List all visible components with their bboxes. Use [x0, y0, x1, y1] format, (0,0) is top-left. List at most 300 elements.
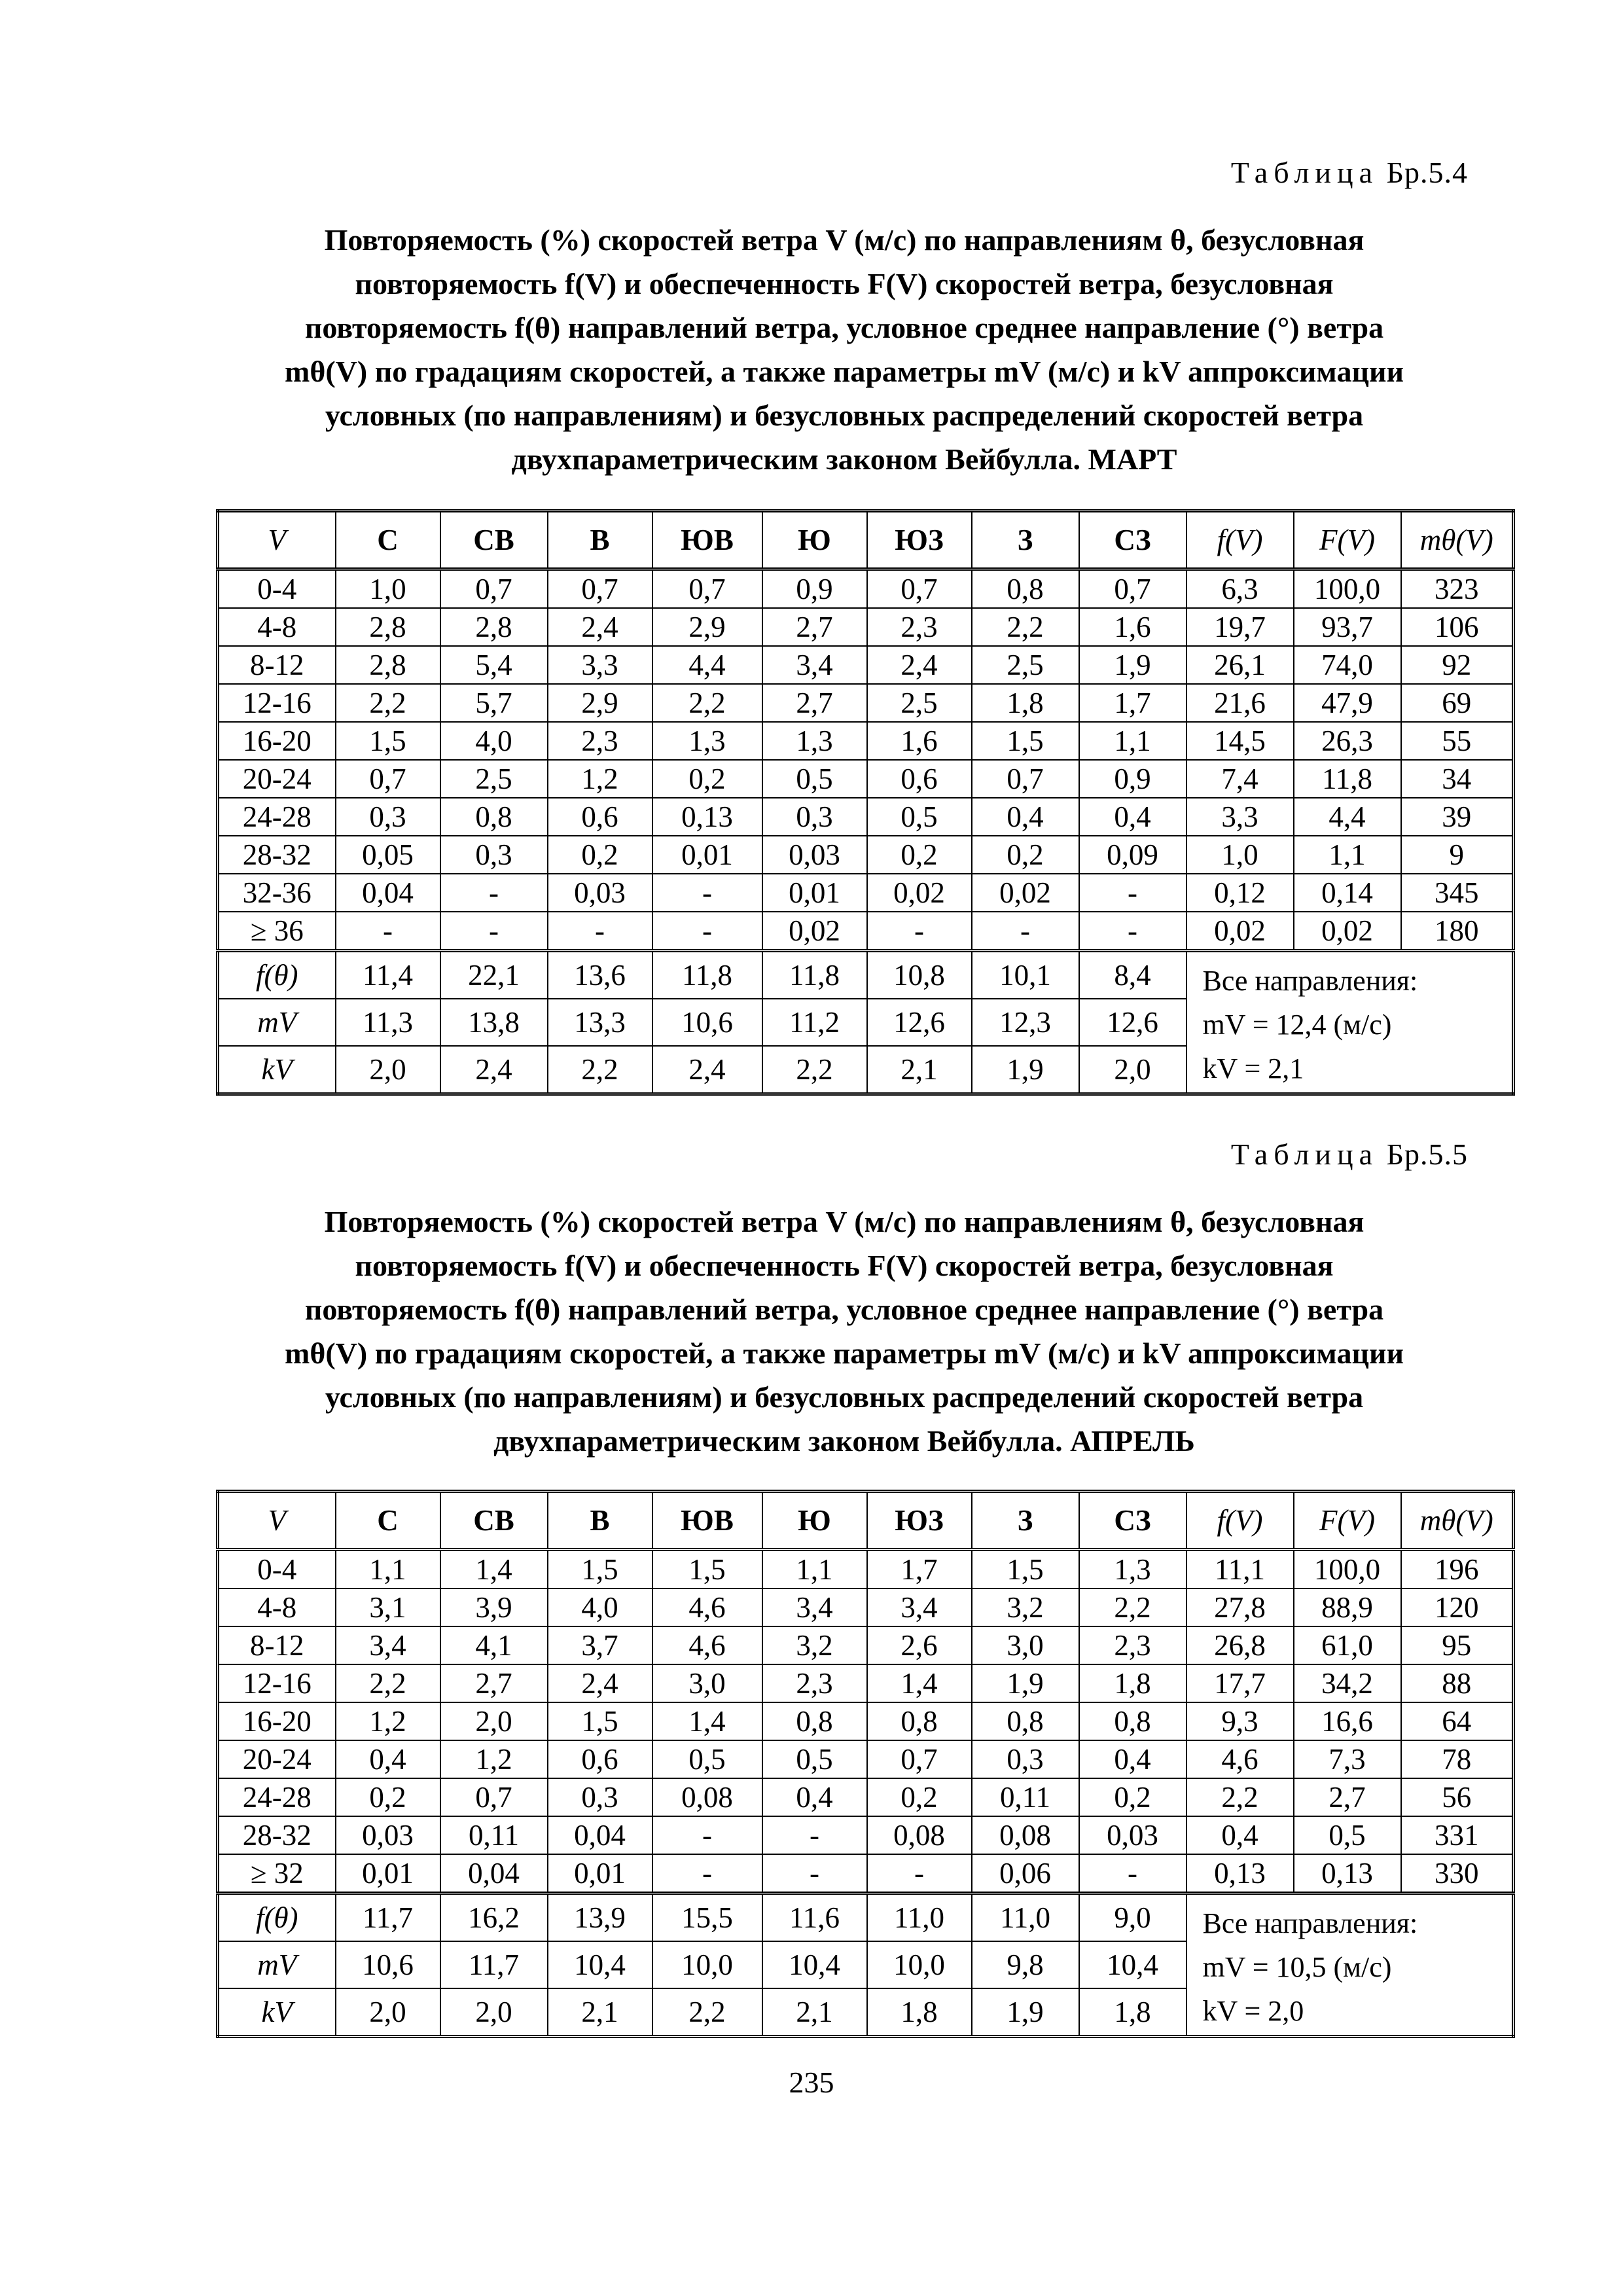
table-cell: 2,7 [440, 1664, 548, 1702]
table-cell: - [440, 874, 548, 912]
table-cell: - [652, 912, 762, 951]
table-cell: 0,2 [1079, 1778, 1186, 1816]
table-cell: 2,3 [762, 1664, 867, 1702]
table-cell: 2,7 [762, 608, 867, 646]
table-cell: 0,7 [867, 569, 972, 609]
row-header: 0-4 [218, 569, 336, 609]
table-cell: 8,4 [1079, 951, 1186, 999]
table-cell: 1,9 [972, 1664, 1079, 1702]
table-cell: 330 [1401, 1854, 1514, 1893]
table-cell: 3,7 [548, 1626, 652, 1664]
table-cell: 11,4 [336, 951, 440, 999]
table-cell: 1,5 [548, 1702, 652, 1740]
table-cell: 2,2 [336, 684, 440, 722]
table-cell: 1,1 [1294, 836, 1401, 874]
table-cell: 0,06 [972, 1854, 1079, 1893]
table-cell: 2,2 [652, 684, 762, 722]
row-header: 16-20 [218, 1702, 336, 1740]
summary-heading: Все направления: [1202, 1907, 1418, 1939]
table-cell: 2,5 [440, 760, 548, 798]
table-cell: 5,4 [440, 646, 548, 684]
params-body [218, 1893, 1514, 2037]
table-cell: 3,4 [762, 1588, 867, 1626]
table-row [218, 646, 1514, 684]
table-cell: 1,4 [440, 1550, 548, 1589]
table-cell: 9 [1401, 836, 1514, 874]
col-header: f(V) [1186, 1492, 1294, 1550]
table-cell: 0,9 [1079, 760, 1186, 798]
table-cell: 64 [1401, 1702, 1514, 1740]
table-cell: - [762, 1854, 867, 1893]
table-cell: 4,1 [440, 1626, 548, 1664]
table-cell: 2,1 [762, 1988, 867, 2037]
table-cell: 0,6 [548, 798, 652, 836]
table-cell: 0,14 [1294, 874, 1401, 912]
table-cell: 21,6 [1186, 684, 1294, 722]
table-cell: 0,5 [867, 798, 972, 836]
table-cell: 0,03 [762, 836, 867, 874]
table-cell: 4,6 [1186, 1740, 1294, 1778]
table-title [216, 218, 1472, 481]
table-cell: 0,02 [762, 912, 867, 951]
table-cell: 11,8 [1294, 760, 1401, 798]
table-cell: 1,8 [972, 684, 1079, 722]
table-cell: 4,0 [440, 722, 548, 760]
table-cell: 56 [1401, 1778, 1514, 1816]
table-cell: 0,7 [440, 569, 548, 609]
row-header: 12-16 [218, 684, 336, 722]
table-cell: 2,2 [762, 1046, 867, 1094]
table-cell: 9,8 [972, 1941, 1079, 1988]
table-cell: 0,7 [548, 569, 652, 609]
col-header: ЮЗ [867, 511, 972, 569]
table-cell: 3,4 [867, 1588, 972, 1626]
table-cell: 1,8 [867, 1988, 972, 2037]
header-row [218, 1492, 1514, 1550]
row-header: 20-24 [218, 760, 336, 798]
table-cell: 78 [1401, 1740, 1514, 1778]
row-header: kV [218, 1988, 336, 2037]
table-cell: 2,0 [336, 1046, 440, 1094]
table-cell: 10,4 [548, 1941, 652, 1988]
table-cell: 1,0 [336, 569, 440, 609]
table-cell: 0,7 [440, 1778, 548, 1816]
table-cell: 2,4 [548, 1664, 652, 1702]
table-row [218, 722, 1514, 760]
table-cell: 0,8 [867, 1702, 972, 1740]
table-cell: 2,0 [440, 1702, 548, 1740]
col-header: ЮЗ [867, 1492, 972, 1550]
table-cell: 10,0 [652, 1941, 762, 1988]
table-cell: 26,3 [1294, 722, 1401, 760]
table-row [218, 798, 1514, 836]
table-cell: 1,8 [1079, 1988, 1186, 2037]
col-header: С [336, 511, 440, 569]
table-cell: 17,7 [1186, 1664, 1294, 1702]
table-cell: 1,5 [972, 1550, 1079, 1589]
table-cell: 2,0 [1079, 1046, 1186, 1094]
table-cell: 12,6 [1079, 999, 1186, 1046]
table-cell: 1,1 [1079, 722, 1186, 760]
table-cell: - [652, 874, 762, 912]
table-cell: 2,0 [440, 1988, 548, 2037]
col-header: СВ [440, 511, 548, 569]
header-row [218, 511, 1514, 569]
table-cell: 0,2 [867, 836, 972, 874]
table-cell: 1,2 [440, 1740, 548, 1778]
table-row [218, 1702, 1514, 1740]
table-row [218, 1740, 1514, 1778]
table-cell: 0,5 [1294, 1816, 1401, 1854]
table-cell: 0,6 [548, 1740, 652, 1778]
table-body [218, 1550, 1514, 1893]
table-title-line: условных (по направлениям) и безусловных распределений скоростей ветра [325, 399, 1364, 432]
table-cell: 0,7 [336, 760, 440, 798]
summary-heading: Все направления: [1202, 965, 1418, 997]
row-header: kV [218, 1046, 336, 1094]
table-cell: 3,0 [652, 1664, 762, 1702]
table-cell: 1,5 [548, 1550, 652, 1589]
table-cell: 1,3 [762, 722, 867, 760]
table-cell: 13,9 [548, 1893, 652, 1942]
table-cell: 13,6 [548, 951, 652, 999]
row-header: 24-28 [218, 798, 336, 836]
summary-kv: kV = 2,0 [1202, 1995, 1304, 2027]
table-title-line: условных (по направлениям) и безусловных распределений скоростей ветра [325, 1380, 1364, 1414]
row-header: 0-4 [218, 1550, 336, 1589]
table-cell: 14,5 [1186, 722, 1294, 760]
summary-cell [1186, 951, 1514, 1094]
table-cell: 0,08 [867, 1816, 972, 1854]
table-cell: 11,8 [762, 951, 867, 999]
table-cell: 22,1 [440, 951, 548, 999]
table-title-line: Повторяемость (%) скоростей ветра V (м/с) по направлениям θ, безусловная [324, 223, 1364, 257]
table-cell: - [762, 1816, 867, 1854]
table-cell: 2,9 [652, 608, 762, 646]
table-label-prefix: Таблица [1230, 156, 1379, 189]
table-cell: 3,2 [972, 1588, 1079, 1626]
table-cell: 0,2 [652, 760, 762, 798]
table-cell: 0,3 [548, 1778, 652, 1816]
table-cell: 10,6 [652, 999, 762, 1046]
table-cell: 0,2 [336, 1778, 440, 1816]
table-cell: 0,02 [1186, 912, 1294, 951]
row-header: 4-8 [218, 1588, 336, 1626]
table-title-line: повторяемость f(θ) направлений ветра, условное среднее направление (°) ветра [304, 311, 1384, 344]
table-cell: 2,0 [336, 1988, 440, 2037]
table-cell: 12,3 [972, 999, 1079, 1046]
table-cell: - [652, 1854, 762, 1893]
summary-mv: mV = 10,5 (м/с) [1202, 1951, 1392, 1983]
row-header: 16-20 [218, 722, 336, 760]
table-cell: 12,6 [867, 999, 972, 1046]
table-cell: 10,6 [336, 1941, 440, 1988]
table-cell: 1,5 [336, 722, 440, 760]
table-row [218, 1550, 1514, 1589]
table-cell: 1,7 [867, 1550, 972, 1589]
table-cell: 1,4 [652, 1702, 762, 1740]
table-row [218, 760, 1514, 798]
col-header: В [548, 511, 652, 569]
table-cell: 10,8 [867, 951, 972, 999]
table-cell: 11,2 [762, 999, 867, 1046]
table-cell: 5,7 [440, 684, 548, 722]
table-cell: 2,3 [867, 608, 972, 646]
table-cell: 0,6 [867, 760, 972, 798]
row-header: 12-16 [218, 1664, 336, 1702]
row-header: 8-12 [218, 646, 336, 684]
table-cell: 1,9 [1079, 646, 1186, 684]
table-cell: 0,3 [972, 1740, 1079, 1778]
table-cell: 9,0 [1079, 1893, 1186, 1942]
table-cell: 1,3 [1079, 1550, 1186, 1589]
table-cell: 10,1 [972, 951, 1079, 999]
table-cell: 61,0 [1294, 1626, 1401, 1664]
col-header: СЗ [1079, 511, 1186, 569]
col-header: mθ(V) [1401, 1492, 1514, 1550]
table-cell: 100,0 [1294, 1550, 1401, 1589]
col-header: ЮВ [652, 511, 762, 569]
row-header: ≥ 32 [218, 1854, 336, 1893]
table-cell: 2,2 [1079, 1588, 1186, 1626]
table-cell: 0,13 [1186, 1854, 1294, 1893]
table-cell: 88,9 [1294, 1588, 1401, 1626]
table-title-line: mθ(V) по градациям скоростей, а также параметры mV (м/с) и kV аппроксимации [285, 355, 1404, 388]
table-cell: 6,3 [1186, 569, 1294, 609]
table-cell: 0,04 [336, 874, 440, 912]
table-cell: 3,3 [548, 646, 652, 684]
table-cell: 1,6 [867, 722, 972, 760]
table-cell: 2,3 [548, 722, 652, 760]
table-cell: 0,9 [762, 569, 867, 609]
table-cell: 2,2 [336, 1664, 440, 1702]
table-cell: 10,4 [1079, 1941, 1186, 1988]
table-cell: 0,11 [972, 1778, 1079, 1816]
table-cell: 92 [1401, 646, 1514, 684]
table-cell: 0,11 [440, 1816, 548, 1854]
col-header: Ю [762, 1492, 867, 1550]
table-cell: 2,7 [762, 684, 867, 722]
table-cell: 0,4 [762, 1778, 867, 1816]
table-cell: 0,02 [972, 874, 1079, 912]
table-cell: 93,7 [1294, 608, 1401, 646]
table-cell: 11,7 [440, 1941, 548, 1988]
table-cell: 0,03 [548, 874, 652, 912]
table-cell: 2,4 [440, 1046, 548, 1094]
row-header: 8-12 [218, 1626, 336, 1664]
col-header: С [336, 1492, 440, 1550]
table-title-line: повторяемость f(V) и обеспеченность F(V) скоростей ветра, безусловная [355, 267, 1334, 300]
row-header: 28-32 [218, 836, 336, 874]
table-row [218, 608, 1514, 646]
wind-table-april [216, 1490, 1515, 2038]
table-cell: 95 [1401, 1626, 1514, 1664]
table-cell: 0,13 [652, 798, 762, 836]
table-cell: 0,09 [1079, 836, 1186, 874]
table-cell: 4,0 [548, 1588, 652, 1626]
table-cell: 0,03 [1079, 1816, 1186, 1854]
table-label-prefix: Таблица [1230, 1138, 1379, 1171]
table-cell: 100,0 [1294, 569, 1401, 609]
table-cell: 3,0 [972, 1626, 1079, 1664]
table-cell: 0,4 [336, 1740, 440, 1778]
table-cell: 11,1 [1186, 1550, 1294, 1589]
table-cell: 2,5 [972, 646, 1079, 684]
table-cell: 2,1 [548, 1988, 652, 2037]
row-header: 32-36 [218, 874, 336, 912]
table-cell: 47,9 [1294, 684, 1401, 722]
summary-mv: mV = 12,4 (м/с) [1202, 1009, 1392, 1041]
table-cell: 2,6 [867, 1626, 972, 1664]
table-cell: 27,8 [1186, 1588, 1294, 1626]
table-cell: 0,03 [336, 1816, 440, 1854]
table-cell: 0,3 [336, 798, 440, 836]
row-header: mV [218, 999, 336, 1046]
table-label [1231, 1137, 1468, 1172]
table-cell: 2,2 [652, 1988, 762, 2037]
table-label [1231, 155, 1468, 190]
table-cell: 0,5 [652, 1740, 762, 1778]
param-row [218, 951, 1514, 999]
col-header: З [972, 1492, 1079, 1550]
table-cell: 1,2 [548, 760, 652, 798]
table-cell: 2,7 [1294, 1778, 1401, 1816]
table-cell: 11,3 [336, 999, 440, 1046]
table-row [218, 1588, 1514, 1626]
table-cell: 55 [1401, 722, 1514, 760]
table-cell: 0,08 [652, 1778, 762, 1816]
table-cell: - [548, 912, 652, 951]
table-cell: 2,4 [867, 646, 972, 684]
table-cell: 7,4 [1186, 760, 1294, 798]
table-cell: 0,2 [972, 836, 1079, 874]
table-cell: - [1079, 1854, 1186, 1893]
table-cell: 0,8 [1079, 1702, 1186, 1740]
table-title-line: двухпараметрическим законом Вейбулла. МАРТ [511, 442, 1177, 476]
table-title-line: Повторяемость (%) скоростей ветра V (м/с) по направлениям θ, безусловная [324, 1205, 1364, 1238]
row-header: f(θ) [218, 951, 336, 999]
table-cell: 0,01 [652, 836, 762, 874]
table-cell: - [652, 1816, 762, 1854]
table-cell: 9,3 [1186, 1702, 1294, 1740]
table-cell: 0,04 [440, 1854, 548, 1893]
table-cell: 1,8 [1079, 1664, 1186, 1702]
table-cell: 2,8 [336, 608, 440, 646]
col-header: F(V) [1294, 1492, 1401, 1550]
table-cell: 3,2 [762, 1626, 867, 1664]
table-cell: 1,7 [1079, 684, 1186, 722]
table-cell: 0,5 [762, 760, 867, 798]
table-cell: 3,1 [336, 1588, 440, 1626]
table-cell: 180 [1401, 912, 1514, 951]
table-row [218, 569, 1514, 609]
table-cell: 1,3 [652, 722, 762, 760]
table-title-line: повторяемость f(θ) направлений ветра, условное среднее направление (°) ветра [304, 1293, 1384, 1326]
table-cell: 0,04 [548, 1816, 652, 1854]
table-cell: 0,7 [652, 569, 762, 609]
table-cell: 2,2 [1186, 1778, 1294, 1816]
col-header: mθ(V) [1401, 511, 1514, 569]
table-cell: 2,1 [867, 1046, 972, 1094]
table-cell: 16,6 [1294, 1702, 1401, 1740]
table-cell: 11,7 [336, 1893, 440, 1942]
table-cell: 0,5 [762, 1740, 867, 1778]
row-header: 4-8 [218, 608, 336, 646]
table-cell: 0,7 [972, 760, 1079, 798]
row-header: 20-24 [218, 1740, 336, 1778]
table-cell: 11,6 [762, 1893, 867, 1942]
table-cell: 11,0 [972, 1893, 1079, 1942]
table-row [218, 1626, 1514, 1664]
table-row [218, 684, 1514, 722]
table-cell: 0,8 [762, 1702, 867, 1740]
page-number: 235 [789, 2066, 834, 2099]
table-cell: 3,4 [336, 1626, 440, 1664]
table-cell: 26,8 [1186, 1626, 1294, 1664]
table-label-number: Бр.5.5 [1386, 1138, 1468, 1171]
table-cell: 2,8 [336, 646, 440, 684]
table-cell: 0,4 [1079, 1740, 1186, 1778]
table-cell: 1,9 [972, 1988, 1079, 2037]
table-cell: 0,05 [336, 836, 440, 874]
table-cell: 10,4 [762, 1941, 867, 1988]
summary-cell [1186, 1893, 1514, 2037]
table-cell: 0,01 [548, 1854, 652, 1893]
table-row [218, 1664, 1514, 1702]
table-cell: 26,1 [1186, 646, 1294, 684]
table-cell: 0,2 [867, 1778, 972, 1816]
table-cell: 4,4 [652, 646, 762, 684]
table-cell: 106 [1401, 608, 1514, 646]
table-cell: - [972, 912, 1079, 951]
table-cell: 13,3 [548, 999, 652, 1046]
table-cell: 4,6 [652, 1588, 762, 1626]
table-cell: 1,2 [336, 1702, 440, 1740]
table-cell: 1,9 [972, 1046, 1079, 1094]
table-title-line: двухпараметрическим законом Вейбулла. АПРЕЛЬ [493, 1424, 1195, 1458]
table-cell: 3,4 [762, 646, 867, 684]
table-cell: 34 [1401, 760, 1514, 798]
table-cell: 2,9 [548, 684, 652, 722]
table-cell: 69 [1401, 684, 1514, 722]
col-header: СВ [440, 1492, 548, 1550]
table-cell: 0,02 [867, 874, 972, 912]
col-header: ЮВ [652, 1492, 762, 1550]
table-cell: 88 [1401, 1664, 1514, 1702]
table-cell: 3,3 [1186, 798, 1294, 836]
table-cell: 345 [1401, 874, 1514, 912]
table-cell: 1,5 [972, 722, 1079, 760]
table-cell: 34,2 [1294, 1664, 1401, 1702]
table-cell: 1,6 [1079, 608, 1186, 646]
table-row [218, 1816, 1514, 1854]
table-cell: 196 [1401, 1550, 1514, 1589]
table-title-line: mθ(V) по градациям скоростей, а также параметры mV (м/с) и kV аппроксимации [285, 1336, 1404, 1370]
table-row [218, 836, 1514, 874]
table-cell: 0,4 [1079, 798, 1186, 836]
table-body [218, 569, 1514, 951]
table-row [218, 874, 1514, 912]
row-header: 24-28 [218, 1778, 336, 1816]
table-cell: 11,8 [652, 951, 762, 999]
table-cell: 1,5 [652, 1550, 762, 1589]
table-cell: 0,7 [867, 1740, 972, 1778]
table-cell: 7,3 [1294, 1740, 1401, 1778]
col-header: V [218, 1492, 336, 1550]
table-title [216, 1200, 1472, 1463]
table-row [218, 1778, 1514, 1816]
col-header: СЗ [1079, 1492, 1186, 1550]
